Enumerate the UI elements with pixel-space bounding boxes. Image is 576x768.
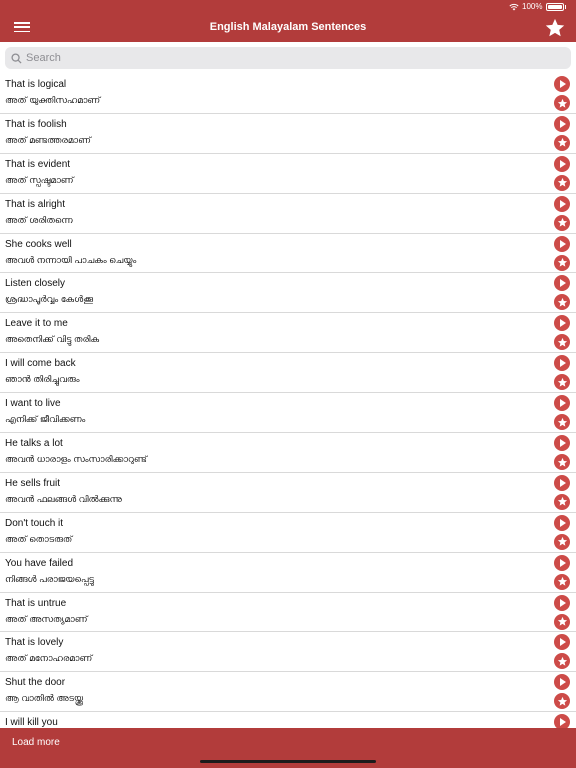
- english-sentence: That is untrue: [5, 597, 67, 609]
- english-sentence: That is logical: [5, 79, 67, 90]
- star-icon: [557, 377, 568, 388]
- status-bar: [0, 0, 576, 14]
- english-sentence: I want to live: [5, 398, 61, 410]
- star-icon: [557, 217, 568, 228]
- malayalam-translation: അത് തൊടരുത്: [5, 533, 73, 544]
- english-sentence: He talks a lot: [5, 438, 63, 450]
- english-sentence: She cooks well: [5, 238, 72, 250]
- english-sentence: That is lovely: [5, 637, 64, 649]
- add-favorite-star-icon[interactable]: [554, 494, 570, 510]
- star-icon: [557, 257, 568, 268]
- list-item[interactable]: [0, 234, 576, 274]
- play-audio-icon[interactable]: [554, 116, 570, 132]
- play-audio-icon[interactable]: [554, 76, 570, 92]
- play-audio-icon[interactable]: [554, 595, 570, 611]
- play-audio-icon[interactable]: [554, 475, 570, 491]
- malayalam-translation: അത് ശരിതന്നെ: [5, 214, 73, 225]
- star-icon: [557, 616, 568, 627]
- sentence-list: [0, 74, 576, 728]
- play-audio-icon[interactable]: [554, 515, 570, 531]
- add-favorite-star-icon[interactable]: [554, 693, 570, 709]
- malayalam-translation: അത് മനോഹരമാണ്: [5, 653, 93, 664]
- malayalam-translation: അത് സ്പഷ്ടമാണ്: [5, 174, 74, 185]
- play-audio-icon[interactable]: [554, 196, 570, 212]
- wifi-icon: [509, 3, 519, 11]
- english-sentence: You have failed: [5, 557, 74, 569]
- add-favorite-star-icon[interactable]: [554, 614, 570, 630]
- add-favorite-star-icon[interactable]: [554, 334, 570, 350]
- add-favorite-star-icon[interactable]: [554, 95, 570, 111]
- list-item[interactable]: [0, 154, 576, 194]
- star-icon: [557, 417, 568, 428]
- play-audio-icon[interactable]: [554, 236, 570, 252]
- search-bar: [0, 42, 576, 74]
- malayalam-translation: അതെനിക്ക് വിട്ടു തരിക: [5, 334, 100, 345]
- star-icon: [557, 457, 568, 468]
- battery-tip: [565, 5, 567, 9]
- list-item[interactable]: [0, 353, 576, 393]
- english-sentence: Leave it to me: [5, 318, 68, 330]
- list-item[interactable]: [0, 672, 576, 712]
- list-item[interactable]: [0, 553, 576, 593]
- list-item[interactable]: [0, 513, 576, 553]
- add-favorite-star-icon[interactable]: [554, 215, 570, 231]
- search-field[interactable]: [5, 47, 571, 69]
- home-indicator: [200, 760, 376, 763]
- star-icon: [557, 137, 568, 148]
- add-favorite-star-icon[interactable]: [554, 294, 570, 310]
- footer-bar: [0, 728, 576, 768]
- star-icon: [557, 297, 568, 308]
- english-sentence: He sells fruit: [5, 477, 61, 489]
- star-icon: [557, 576, 568, 587]
- play-audio-icon[interactable]: [554, 355, 570, 371]
- load-more-button[interactable]: Load more: [12, 737, 60, 748]
- english-sentence: That is alright: [5, 198, 66, 210]
- malayalam-translation: നിങ്ങൾ പരാജയപ്പെട്ടു: [5, 573, 94, 584]
- list-item[interactable]: [0, 114, 576, 154]
- star-icon: [557, 696, 568, 707]
- star-icon: [557, 177, 568, 188]
- page-title: English Malayalam Sentences: [209, 21, 367, 33]
- play-audio-icon[interactable]: [554, 714, 570, 728]
- english-sentence: Listen closely: [5, 278, 66, 290]
- star-icon: [557, 98, 568, 109]
- star-icon: [557, 496, 568, 507]
- list-item[interactable]: [0, 74, 576, 114]
- list-item[interactable]: [0, 313, 576, 353]
- star-icon: [557, 536, 568, 547]
- play-audio-icon[interactable]: [554, 275, 570, 291]
- add-favorite-star-icon[interactable]: [554, 454, 570, 470]
- play-audio-icon[interactable]: [554, 555, 570, 571]
- list-item[interactable]: [0, 273, 576, 313]
- battery-percent: 100%: [522, 2, 543, 11]
- add-favorite-star-icon[interactable]: [554, 374, 570, 390]
- play-audio-icon[interactable]: [554, 674, 570, 690]
- english-sentence: That is foolish: [5, 118, 67, 130]
- play-audio-icon[interactable]: [554, 395, 570, 411]
- add-favorite-star-icon[interactable]: [554, 653, 570, 669]
- malayalam-translation: ശ്രദ്ധാപൂർവ്വം കേൾക്കൂ: [5, 294, 94, 305]
- english-sentence: Shut the door: [5, 677, 66, 689]
- english-sentence: Don't touch it: [5, 517, 64, 529]
- battery-icon: [546, 3, 564, 11]
- list-item[interactable]: [0, 632, 576, 672]
- favorites-star-icon[interactable]: [544, 17, 566, 39]
- list-item[interactable]: [0, 593, 576, 633]
- add-favorite-star-icon[interactable]: [554, 574, 570, 590]
- list-item[interactable]: [0, 194, 576, 234]
- search-input[interactable]: [26, 52, 546, 64]
- malayalam-translation: ഞാൻ തിരിച്ചുവരും: [5, 374, 80, 385]
- play-audio-icon[interactable]: [554, 315, 570, 331]
- nav-bar: [0, 14, 576, 42]
- star-icon: [557, 656, 568, 667]
- add-favorite-star-icon[interactable]: [554, 135, 570, 151]
- list-item[interactable]: [0, 473, 576, 513]
- add-favorite-star-icon[interactable]: [554, 255, 570, 271]
- malayalam-translation: അവൻ ധാരാളം സംസാരിക്കാറുണ്ട്: [5, 454, 147, 465]
- list-item[interactable]: [0, 433, 576, 473]
- malayalam-translation: എനിക്ക് ജീവിക്കണം: [5, 414, 86, 425]
- list-item[interactable]: [0, 393, 576, 433]
- malayalam-translation: അവൾ നന്നായി പാചകം ചെയ്യും: [5, 254, 137, 265]
- malayalam-translation: അത് മണ്ടത്തരമാണ്: [5, 134, 91, 145]
- search-icon: [11, 53, 22, 64]
- malayalam-translation: അത് യുക്തിസഹമാണ്: [5, 95, 101, 105]
- play-audio-icon[interactable]: [554, 156, 570, 172]
- star-icon: [557, 337, 568, 348]
- play-audio-icon[interactable]: [554, 435, 570, 451]
- play-audio-icon[interactable]: [554, 634, 570, 650]
- english-sentence: I will come back: [5, 358, 76, 370]
- list-item[interactable]: [0, 712, 576, 728]
- english-sentence: I will kill you: [5, 717, 58, 728]
- malayalam-translation: ആ വാതിൽ അടയ്ക്കൂ: [5, 693, 84, 704]
- english-sentence: That is evident: [5, 158, 71, 170]
- add-favorite-star-icon[interactable]: [554, 534, 570, 550]
- add-favorite-star-icon[interactable]: [554, 414, 570, 430]
- add-favorite-star-icon[interactable]: [554, 175, 570, 191]
- malayalam-translation: അത് അസത്യമാണ്: [5, 613, 88, 624]
- malayalam-translation: അവൻ ഫലങ്ങൾ വിൽക്കുന്നു: [5, 493, 122, 504]
- status-right: [509, 2, 566, 11]
